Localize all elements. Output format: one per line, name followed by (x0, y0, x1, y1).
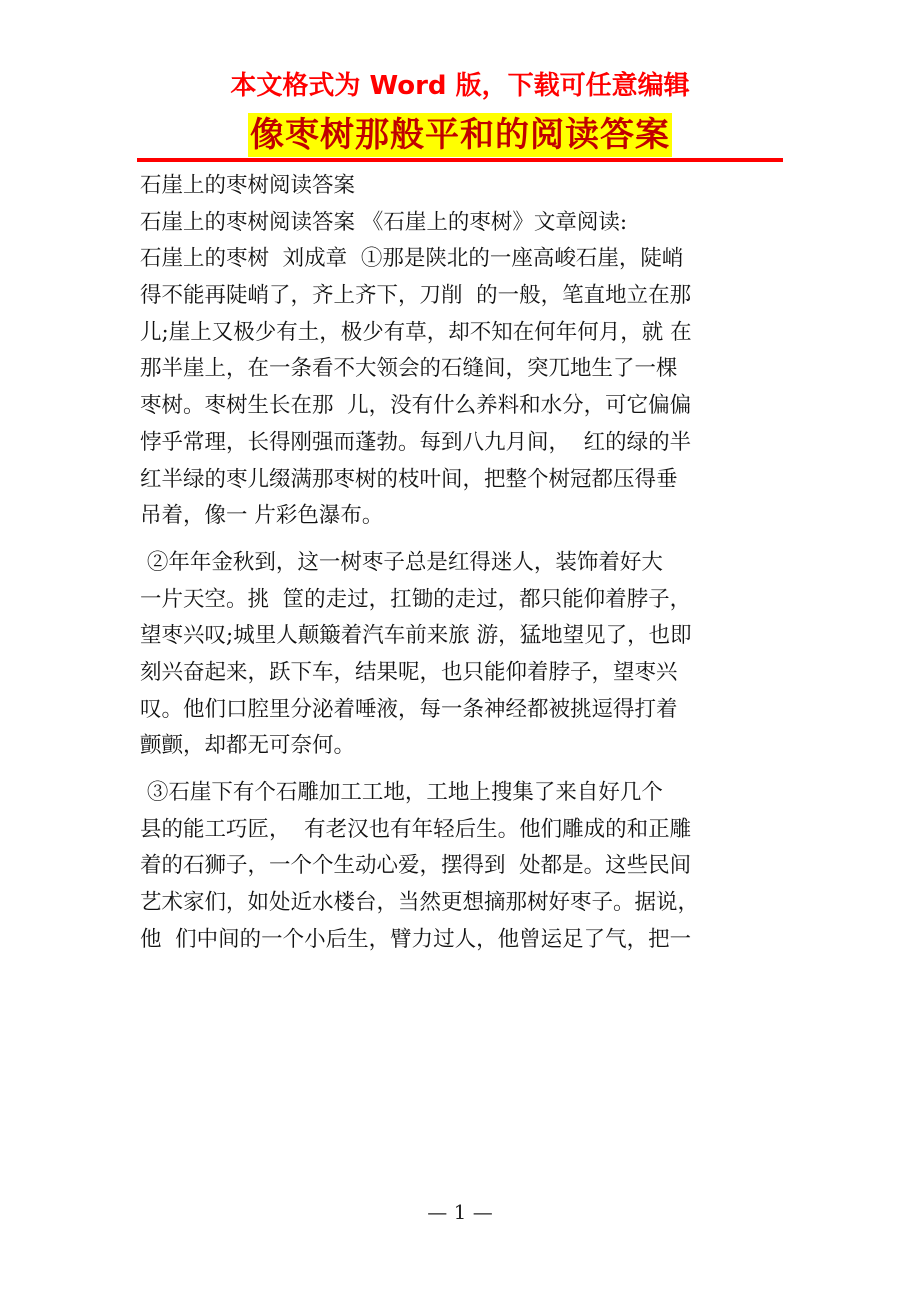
text-line: 艺术家们，如处近水楼台，当然更想摘那树好枣子。据说， (140, 890, 700, 916)
text-line: 望枣兴叹;城里人颠簸着汽车前来旅 游，猛地望见了，也即 (140, 623, 692, 649)
text-line: 得不能再陡峭了，齐上齐下，刀削 的一般，笔直地立在那 (140, 283, 692, 309)
text-line: 枣树。枣树生长在那 儿，没有什么养料和水分，可它偏偏 (140, 393, 692, 419)
page-number: — 1 — (427, 1200, 493, 1224)
text-line: ②年年金秋到，这一树枣子总是红得迷人，装饰着好大 (140, 549, 663, 575)
text-line: 石崖上的枣树阅读答案 《石崖上的枣树》文章阅读: (140, 209, 628, 235)
paragraph-gap (140, 765, 785, 775)
text-line: 一片天空。挑 筐的走过，扛锄的走过，都只能仰着脖子， (140, 586, 692, 612)
text-line: 县的能工巧匠， 有老汉也有年轻后生。他们雕成的和正雕 (140, 816, 692, 842)
text-line: 他 们中间的一个小后生，臂力过人，他曾运足了气，把一 (140, 926, 692, 952)
article-body (140, 168, 785, 958)
paragraph-gap (140, 535, 785, 545)
text-line: ③石崖下有个石雕加工工地，工地上搜集了来自好几个 (140, 780, 663, 805)
text-line: 悖乎常理，长得刚强而蓬勃。每到八九月间， 红的绿的半 (140, 429, 692, 455)
text-line: 叹。他们口腔里分泌着唾液，每一条神经都被挑逗得打着 (140, 696, 678, 722)
text-line: 吊着，像一 片彩色瀑布。 (140, 503, 384, 529)
format-notice-banner: 本文格式为 Word 版，下载可任意编辑 (230, 71, 690, 101)
text-line: 刻兴奋起来，跃下车，结果呢，也只能仰着脖子，望枣兴 (140, 659, 678, 685)
text-line: 儿;崖上又极少有土，极少有草，却不知在何年何月，就 在 (140, 319, 692, 345)
text-line: 石崖上的枣树 刘成章 ①那是陕北的一座高峻石崖，陡峭 (140, 246, 684, 272)
text-line: 红半绿的枣儿缀满那枣树的枝叶间，把整个树冠都压得垂 (140, 466, 678, 492)
text-line: 着的石狮子，一个个生动心爱，摆得到 处都是。这些民间 (140, 853, 692, 879)
document-title: 像枣树那般平和的阅读答案 (250, 115, 670, 155)
title-container (0, 113, 920, 157)
text-line: 那半崖上，在一条看不大领会的石缝间，突兀地生了一棵 (140, 356, 678, 382)
text-line: 颤颤，却都无可奈何。 (140, 733, 356, 759)
text-line: 石崖上的枣树阅读答案 (140, 173, 356, 198)
title-divider-rule (137, 158, 783, 162)
